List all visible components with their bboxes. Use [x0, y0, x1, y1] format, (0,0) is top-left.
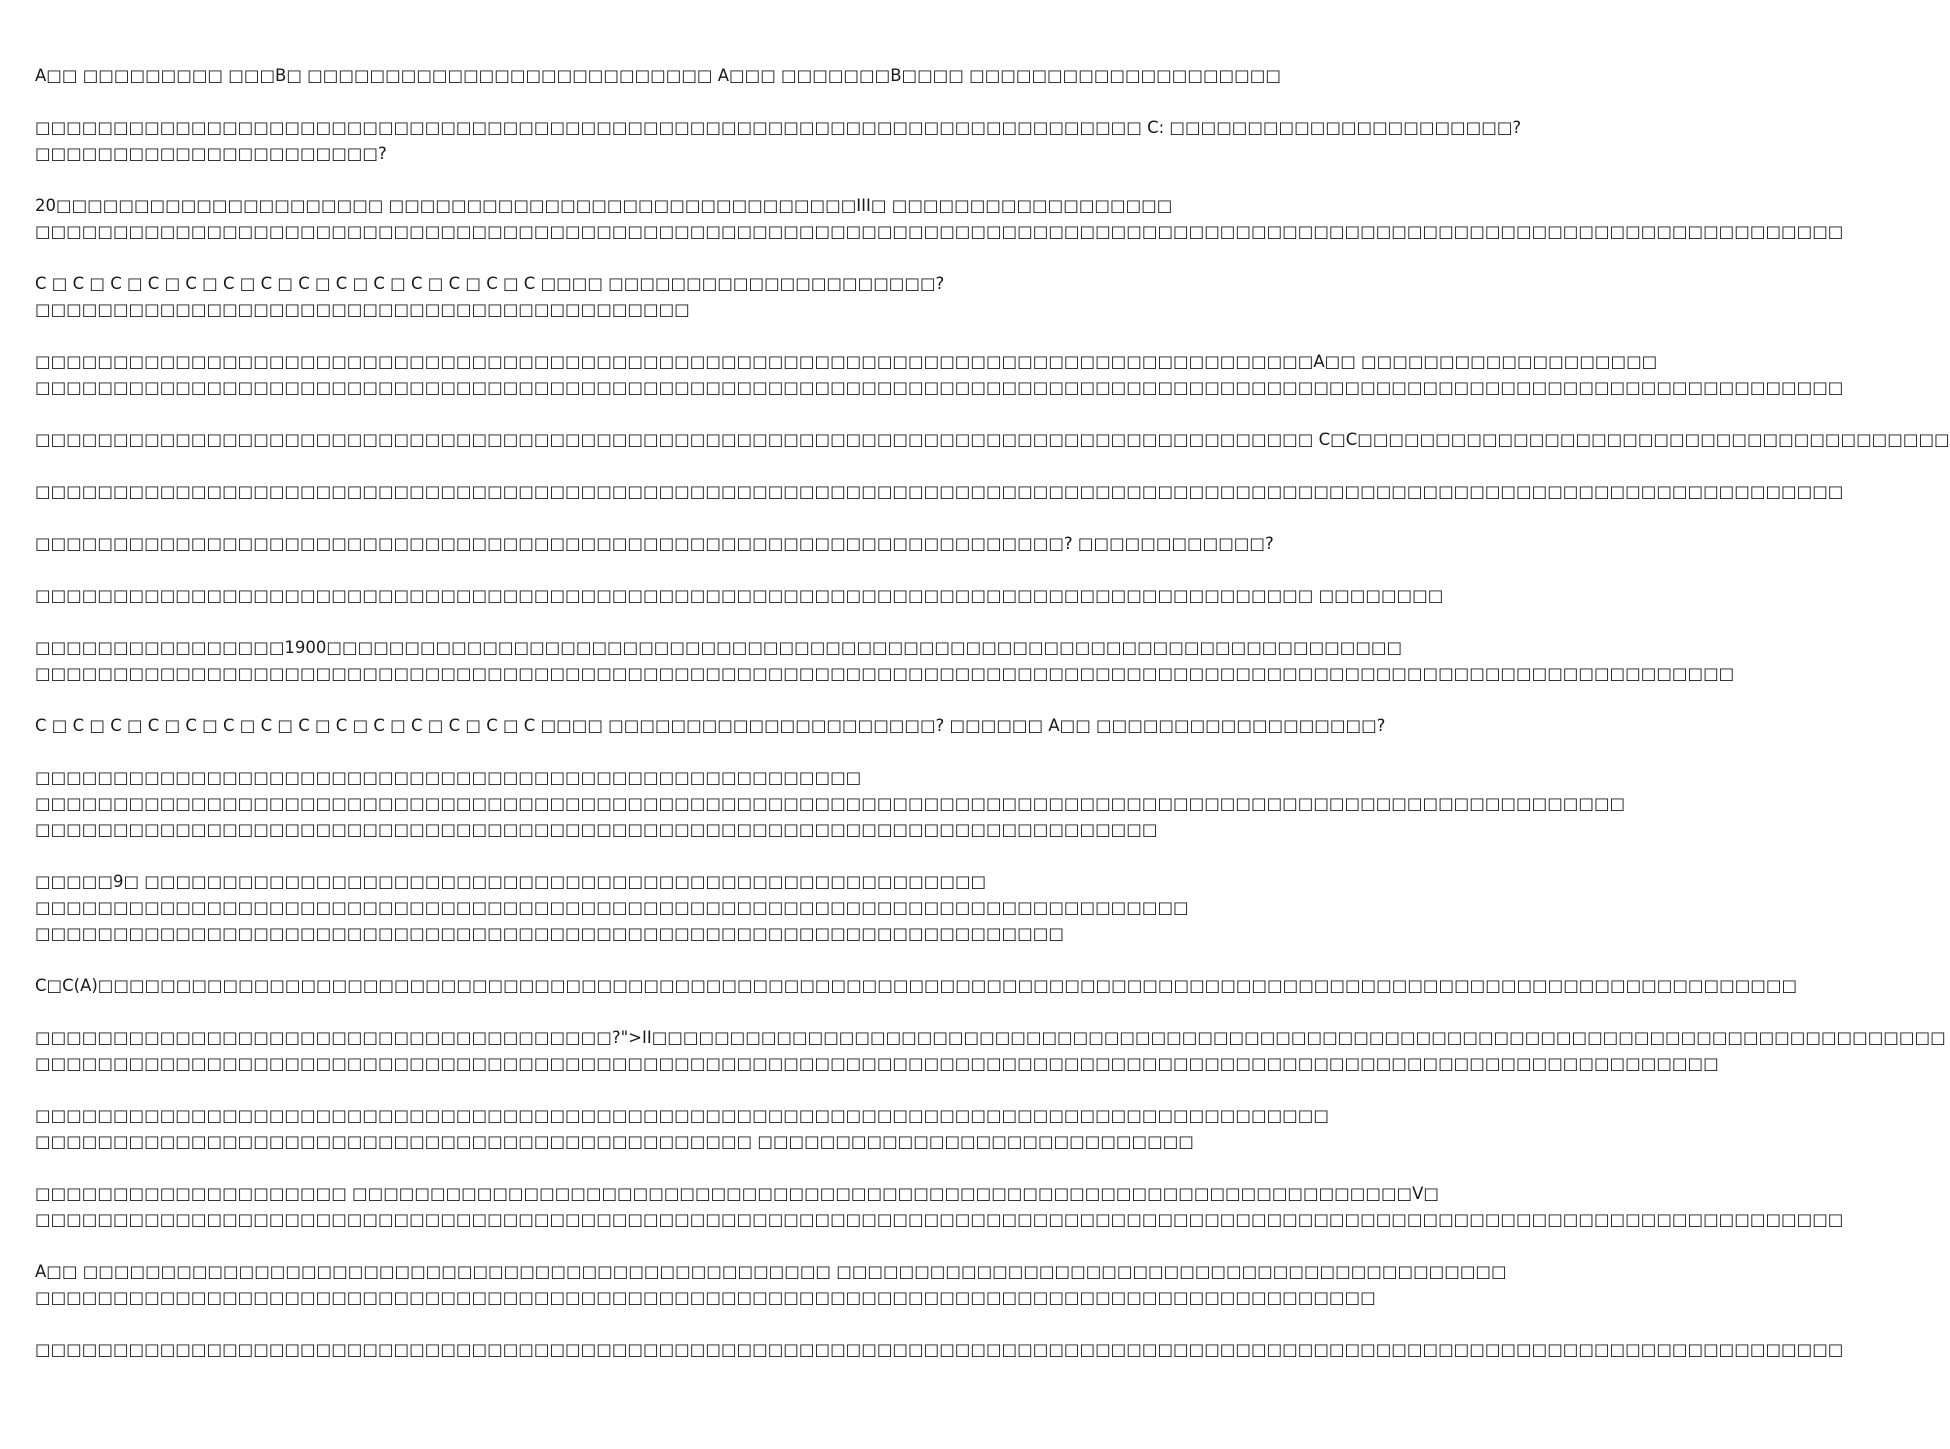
paragraph [35, 1181, 1844, 1233]
text-line: □□□□□□□□□□□□□□□□□□□□□□□□□□□□□□□□□□□□□□□□□□□□□□□□□□□□□□□□□□□□□□□□□□□□□□□□□□□□□□□□□□□ [35, 1106, 1329, 1125]
text-line: □□□□□9□ □□□□□□□□□□□□□□□□□□□□□□□□□□□□□□□□□□□□□□□□□□□□□□□□□□□□□□ [35, 872, 987, 891]
text-line: □□□□□□□□□□□□□□□□□□□□□□□□□□□□□□□□□□□□□□□□□□□□□□□□□□□□□□□□□□□□□□□□□□ [35, 924, 1064, 943]
paragraph [35, 635, 1735, 687]
text-line: □□□□□□□□□□□□□□□□□□□□□□□□□□□□□□□□□□□□□□□□□□□□□□□□□□□□□□□□□□□□□□□□□□□□□□□□□□□□□□□□□□□□□□ [35, 1288, 1376, 1307]
text-line: □□□□□□□□□□□□□□□□□□□□□□□□□□□□□□□□□□□□□□□□□□□□□□□□□□□□□□□□□□□□□□□□□□□□□□□□□□□□□□□□□□ □□□□□□□□ [35, 586, 1444, 605]
paragraph [35, 63, 1281, 89]
text-line: C□C(A)□□□□□□□□□□□□□□□□□□□□□□□□□□□□□□□□□□□□□□□□□□□□□□□□□□□□□□□□□□□□□□□□□□□□□□□□□□□□□□□□□□□□□□□□□□□□□□□□□□□□□□□□□□□□□ [35, 976, 1798, 995]
paragraph [35, 531, 1274, 557]
document-body [35, 63, 1950, 1363]
paragraph [35, 583, 1444, 609]
paragraph [35, 1103, 1329, 1155]
text-line: □□□□□□□□□□□□□□□□□□□□□□□□□□□□□□□□□□□□□□□□□□□□□□□□□□□□□□□□□□□□□□□□□□□□□□□□ [35, 820, 1158, 839]
paragraph [35, 115, 1522, 167]
paragraph [35, 479, 1844, 505]
text-line: □□□□□□□□□□□□□□□□□□□□□□□□□□□□□□□□□□□□□?">II□□□□□□□□□□□□□□□□□□□□□□□□□□□□□□□□□□□□□□□□□□□□□□□□□□□□□□□□□□□□□□□□□□□□□□□□□□□□□□□□□□□ [35, 1028, 1946, 1047]
paragraph [35, 427, 1950, 453]
text-line: □□□□□□□□□□□□□□□□□□□□□□□□□□□□□□□□□□□□□□□□□□□□□□□□□□□□□□□□□□□□□□□□□□□□□□□□□□□□□□□□□□□□□□□□□□□□□□□□□□□□□□□□□□□□□□□□□□□□ [35, 1210, 1844, 1229]
paragraph [35, 869, 1189, 947]
text-line: 20□□□□□□□□□□□□□□□□□□□□□ □□□□□□□□□□□□□□□□□□□□□□□□□□□□□□III□ □□□□□□□□□□□□□□□□□□ [35, 196, 1173, 215]
paragraph [35, 1025, 1946, 1077]
text-line: □□□□□□□□□□□□□□□□□□□□□□□□□□□□□□□□□□□□□□□□□□□□□□□□□□□□□□□□□□□□□□□□□□□□□□□□□□□□□□□□□□□□□□□□□□□□□□□□□□□□□□ [35, 794, 1626, 813]
text-line: □□□□□□□□□□□□□□□□□□□□□□□□□□□□□□□□□□□□□□□□□□□□□□□□□□□□□ [35, 768, 862, 787]
paragraph [35, 973, 1798, 999]
text-line: □□□□□□□□□□□□□□□□1900□□□□□□□□□□□□□□□□□□□□□□□□□□□□□□□□□□□□□□□□□□□□□□□□□□□□□□□□□□□□□□□□□□□□□ [35, 638, 1403, 657]
paragraph [35, 765, 1626, 843]
text-line: A□□ □□□□□□□□□□□□□□□□□□□□□□□□□□□□□□□□□□□□□□□□□□□□□□□□ □□□□□□□□□□□□□□□□□□□□□□□□□□□□□□□□□□□□□□□□□□□ [35, 1262, 1507, 1281]
paragraph [35, 1337, 1844, 1363]
text-line: □□□□□□□□□□□□□□□□□□□□□□□□□□□□□□□□□□□□□□□□□□□□□□□□□□□□□□□□□□□□□□□□□□□□□□□□□□□□□□□□□□□□□□□□□□□□□□□□□□□□□□□□□□□□□□□□□□□□ [35, 1340, 1844, 1359]
paragraph [35, 713, 1386, 739]
text-line: □□□□□□□□□□□□□□□□□□□□□□□□□□□□□□□□□□□□□□□□□□□□□□□□□□□□□□□□□□□□□□□□□□□□□□□ C: □□□□□□□□□□□□□□□□□□□□□□? [35, 118, 1522, 137]
text-line: □□□□□□□□□□□□□□□□□□□□□□□□□□□□□□□□□□□□□□□□□□□□□□□□□□□□□□□□□□□□□□□□□□□□□□□□□□□□□□□□□□□□□□□□□□□□□□□□□□□□□□□□□□□□□□□□□□□□ [35, 482, 1844, 501]
paragraph [35, 271, 990, 323]
text-line: A□□ □□□□□□□□□ □□□B□ □□□□□□□□□□□□□□□□□□□□□□□□□□ A□□□ □□□□□□□B□□□□ □□□□□□□□□□□□□□□□□□□□ [35, 66, 1281, 85]
text-line: □□□□□□□□□□□□□□□□□□□□□□□□□□□□□□□□□□□□□□□□□□ [35, 300, 690, 319]
paragraph [35, 193, 1844, 245]
text-line: C □ C □ C □ C □ C □ C □ C □ C □ C □ C □ C □ C □ C □ C □□□□ □□□□□□□□□□□□□□□□□□□□□? [35, 274, 945, 293]
text-line: □□□□□□□□□□□□□□□□□□□□□□□□□□□□□□□□□□□□□□□□□□□□□□□□□□□□□□□□□□□□□□□□□□□□□□□□□□□□□□□□□□□□□□□□□□□□□□□□□□□□□□□□□□□□□□□□□□□□ [35, 378, 1844, 397]
text-line: □□□□□□□□□□□□□□□□□□□□□□□□□□□□□□□□□□□□□□□□□□□□□□□□□□□□□□□□□□□□□□□□□□□□□□□□□□□□□□□□□□□□□□□□□□□□□□□□□□□□□□□□□□□□ [35, 1054, 1719, 1073]
text-line: □□□□□□□□□□□□□□□□□□□□□□□□□□□□□□□□□□□□□□□□□□□□□□□□□□□□□□□□□□□□□□□□□□□□□□□□□□ [35, 898, 1189, 917]
text-line: □□□□□□□□□□□□□□□□□□□□□□□□□□□□□□□□□□□□□□□□□□□□□□□□□□□□□□□□□□□□□□□□□□□□□□□□□□□□□□□□□□□□□□□□□□□□□□□□□□□□□□□□□□□□□ [35, 664, 1735, 683]
paragraph [35, 349, 1844, 401]
text-line: □□□□□□□□□□□□□□□□□□□□□□□□□□□□□□□□□□□□□□□□□□□□□□□□□□□□□□□□□□□□□□□□□□□□□□□□□□□□□□□□□□□□□□□□□□□□□□□□□□□□□□□□□□□□□□□□□□□□ [35, 222, 1844, 241]
text-line: □□□□□□□□□□□□□□□□□□□□□□□□□□□□□□□□□□□□□□□□□□□□□□□□□□□□□□□□□□□□□□□□□□□□□□□□□□□□□□□□□□A□□ □□□□□□□□□□□□□□□□□□□ [35, 352, 1658, 371]
text-line: □□□□□□□□□□□□□□□□□□□□□□□□□□□□□□□□□□□□□□□□□□□□□□ □□□□□□□□□□□□□□□□□□□□□□□□□□□□ [35, 1132, 1194, 1151]
text-line: □□□□□□□□□□□□□□□□□□□□□□? [35, 144, 387, 163]
text-line: □□□□□□□□□□□□□□□□□□□□□□□□□□□□□□□□□□□□□□□□□□□□□□□□□□□□□□□□□□□□□□□□□□□□□□□□□□□□□□□□□□ C□C□□□□□□□□□□□□□□□□□□□□□□□□□□□□□□□□□□□□□□ [35, 430, 1950, 449]
paragraph [35, 1259, 1507, 1311]
text-line: C □ C □ C □ C □ C □ C □ C □ C □ C □ C □ C □ C □ C □ C □□□□ □□□□□□□□□□□□□□□□□□□□□? □□□□□□ A□□ □□□□□□□□□□□□□□□□□□? [35, 716, 1386, 735]
text-line: □□□□□□□□□□□□□□□□□□□□□□□□□□□□□□□□□□□□□□□□□□□□□□□□□□□□□□□□□□□□□□□□□□? □□□□□□□□□□□□? [35, 534, 1274, 553]
text-line: □□□□□□□□□□□□□□□□□□□□ □□□□□□□□□□□□□□□□□□□□□□□□□□□□□□□□□□□□□□□□□□□□□□□□□□□□□□□□□□□□□□□□□□□□V□ [35, 1184, 1440, 1203]
